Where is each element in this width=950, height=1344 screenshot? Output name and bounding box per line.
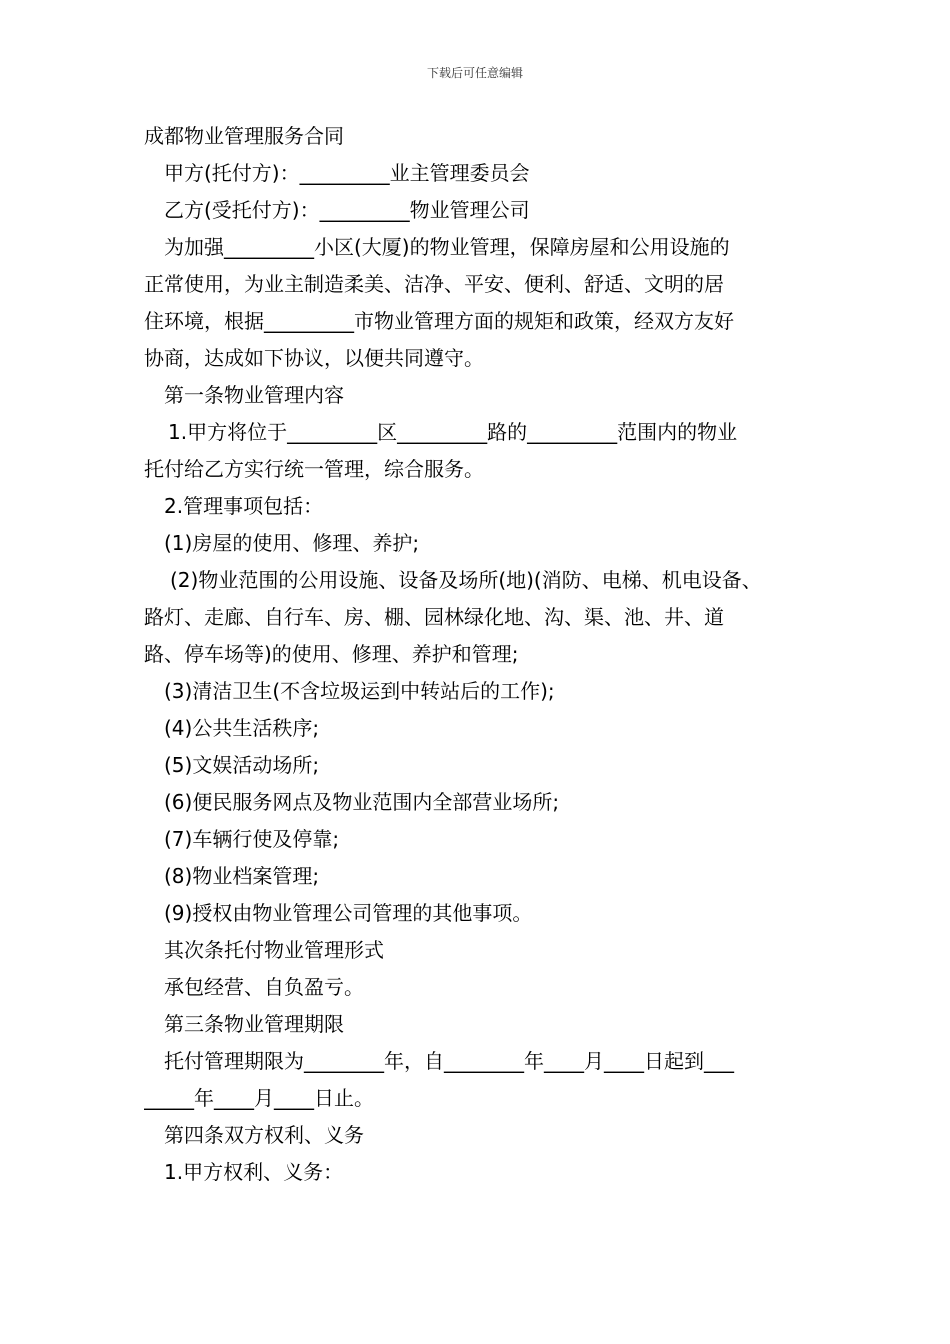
article-4-clause-1: 1.甲方权利、义务： [164,1160,344,1184]
item-9: (9)授权由物业管理公司管理的其他事项。 [164,901,533,925]
item-2-line-3: 路、停车场等)的使用、修理、养护和管理; [144,642,519,666]
article-3-body-line-1: 托付管理期限为________年，自________年____月____日起到___ [164,1049,734,1073]
item-8: (8)物业档案管理; [164,864,320,888]
preamble-line-4: 协商，达成如下协议，以便共同遵守。 [144,346,484,370]
article-1-heading: 第一条物业管理内容 [164,383,344,407]
item-1: (1)房屋的使用、修理、养护; [164,531,420,555]
preamble-line-2: 正常使用，为业主制造柔美、洁净、平安、便利、舒适、文明的居 [144,272,724,296]
article-2-body: 承包经营、自负盈亏。 [164,975,364,999]
item-7: (7)车辆行使及停靠; [164,827,340,851]
article-1-clause-2: 2.管理事项包括： [164,494,324,518]
page-header-note: 下载后可任意编辑 [426,66,523,80]
item-4: (4)公共生活秩序; [164,716,320,740]
article-1-clause-1-line-1: 1.甲方将位于_________区_________路的_________范围内的物业 [168,420,738,444]
article-2-heading: 其次条托付物业管理形式 [164,938,384,962]
item-3: (3)清洁卫生(不含垃圾运到中转站后的工作); [164,679,555,703]
contract-title: 成都物业管理服务合同 [144,124,344,148]
contract-body [144,118,812,1191]
preamble-line-1: 为加强_________小区(大厦)的物业管理，保障房屋和公用设施的 [164,235,730,259]
preamble-line-3: 住环境，根据_________市物业管理方面的规矩和政策，经双方友好 [144,309,734,333]
article-1-clause-1-line-2: 托付给乙方实行统一管理，综合服务。 [144,457,484,481]
party-a-line: 甲方(托付方)：_________业主管理委员会 [164,161,530,185]
article-4-heading: 第四条双方权利、义务 [164,1123,364,1147]
article-3-heading: 第三条物业管理期限 [164,1012,344,1036]
article-3-body-line-2: _____年____月____日止。 [144,1086,374,1110]
party-b-line: 乙方(受托付方)：_________物业管理公司 [164,198,530,222]
item-6: (6)便民服务网点及物业范围内全部营业场所; [164,790,560,814]
item-2-line-1: (2)物业范围的公用设施、设备及场所(地)(消防、电梯、机电设备、 [170,568,762,592]
item-5: (5)文娱活动场所; [164,753,320,777]
item-2-line-2: 路灯、走廊、自行车、房、棚、园林绿化地、沟、渠、池、井、道 [144,605,724,629]
